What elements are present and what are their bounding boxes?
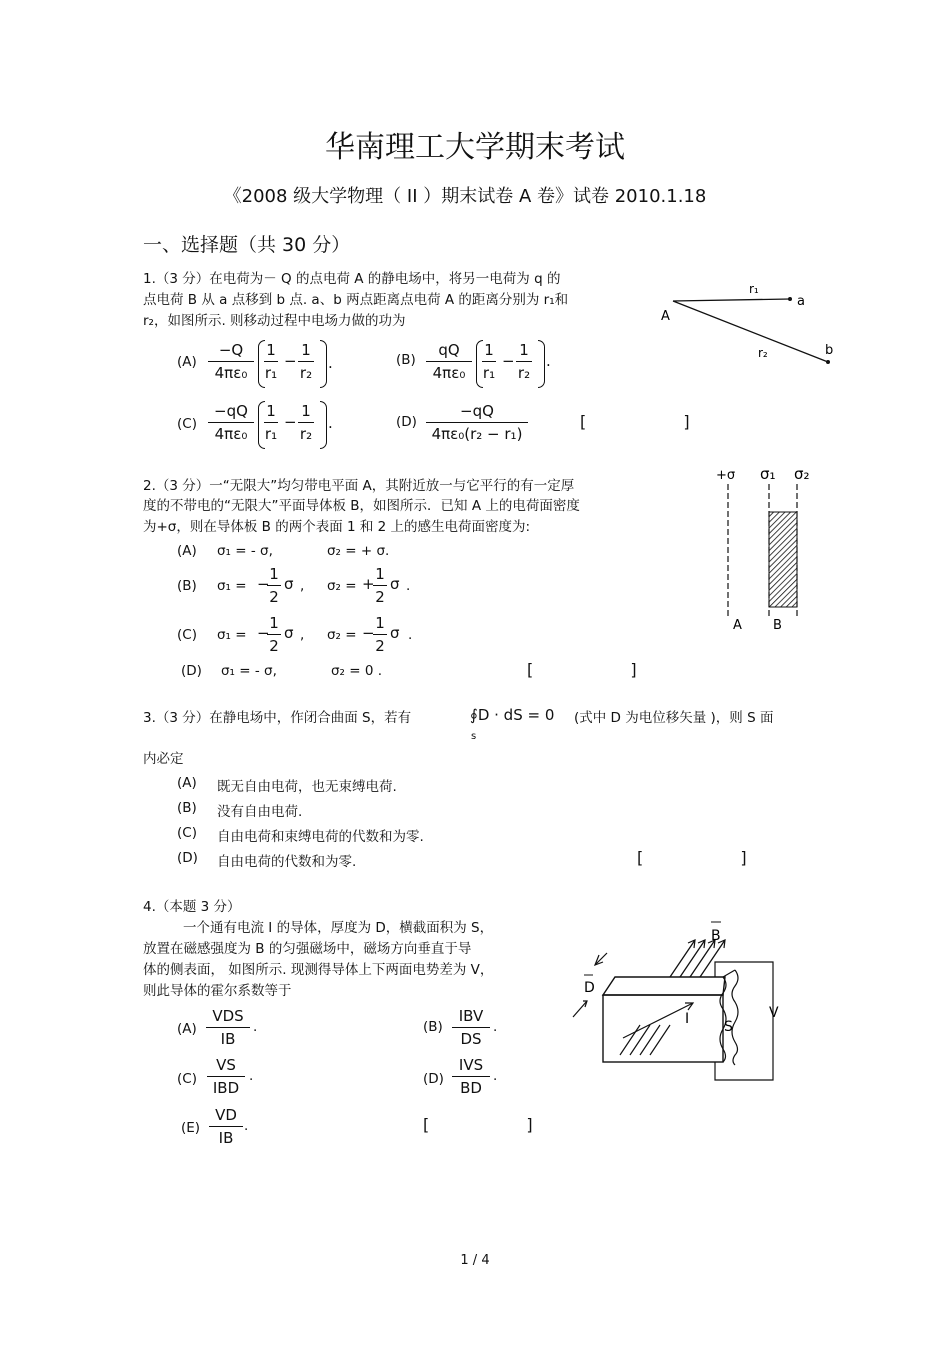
q3-line1-a: 3.（3 分）在静电场中，作闭合曲面 S，若有 (143, 710, 412, 726)
q1-option-a-frac-r1: 1 r₁ (264, 341, 278, 382)
q4-option-a-dot: . (253, 1019, 258, 1035)
q4-line0: 4.（本题 3 分） (143, 899, 241, 915)
q2-option-c-sigma-1: σ (284, 624, 294, 642)
q4-fig-label-V: V (769, 1005, 779, 1021)
q4-option-c-dot: . (249, 1068, 254, 1084)
q1-option-c-label: (C) (177, 416, 197, 432)
q2-option-c-sigma1-eq: σ₁ = (217, 627, 247, 643)
q4-figure (565, 915, 795, 1085)
q4-option-a-fraction: VDS IB (206, 1006, 250, 1049)
q4-option-d-dot: . (493, 1068, 498, 1084)
q2-line1: 2.（3 分）一“无限大”均匀带电平面 A，其附近放一与它平行的有一定厚 (143, 478, 575, 494)
q4-line4: 则此导体的霍尔系数等于 (143, 983, 292, 999)
q1-option-d-label: (D) (396, 414, 417, 430)
q1-option-c-frac-r2: 1 r₂ (299, 402, 313, 443)
q1-option-c-rparen (320, 401, 327, 449)
q4-fig-label-D: D (584, 980, 595, 996)
q2-option-b-half-2: 1 2 (373, 564, 387, 607)
q2-option-c-sigma2-eq: σ₂ = (327, 627, 357, 643)
q2-option-c-comma: , (300, 627, 305, 643)
q2-line2: 度的不带电的“无限大”平面导体板 B，如图所示．已知 A 上的电荷面密度 (143, 498, 580, 514)
q1-line3: r₂，如图所示. 则移动过程中电场力做的功为 (143, 313, 406, 329)
q1-option-a-fraction: −Q 4πε₀ (208, 340, 254, 383)
q1-option-b-label: (B) (396, 352, 416, 368)
q3-integral: ∮D · dS = 0 (470, 706, 555, 724)
q4-line3: 体的侧表面， 如图所示. 现测得导体上下两面电势差为 V， (143, 962, 494, 978)
q2-option-b-comma: , (300, 578, 305, 594)
q4-option-d-label: (D) (423, 1071, 444, 1087)
q1-option-c-minus: − (284, 413, 297, 431)
page-number: 1 / 4 (460, 1253, 490, 1268)
q3-option-a-label: (A) (177, 775, 197, 791)
q2-option-a-sigma2: σ₂ = + σ. (327, 543, 390, 559)
q4-option-c-label: (C) (177, 1071, 197, 1087)
q1-fig-label-b: b (825, 343, 834, 358)
q1-option-b-frac-r2: 1 r₂ (517, 341, 531, 382)
q1-fig-label-r2: r₂ (758, 346, 768, 360)
q1-figure (655, 278, 845, 373)
q1-option-a-frac-r2: 1 r₂ (299, 341, 313, 382)
q2-option-b-label: (B) (177, 578, 197, 594)
q4-line2: 放置在磁感强度为 B 的匀强磁场中，磁场方向垂直于导 (143, 941, 472, 957)
q2-option-d-sigma1: σ₁ = - σ, (221, 663, 277, 679)
q3-option-c: 自由电荷和束缚电荷的代数和为零. (217, 829, 424, 845)
q2-option-b-half-1: 1 2 (267, 564, 281, 607)
q4-answer-bracket[interactable]: [ ] (423, 1115, 579, 1134)
q1-option-b-minus: − (502, 352, 515, 370)
q3-option-b: 没有自由电荷. (217, 804, 303, 820)
q1-option-b-rparen (538, 340, 545, 388)
q3-option-b-label: (B) (177, 800, 197, 816)
q2-option-c-neg-2: − (362, 624, 375, 642)
q1-option-b-frac-r1: 1 r₁ (482, 341, 496, 382)
q1-option-c-fraction: −qQ 4πε₀ (208, 401, 254, 444)
q2-option-b-neg: − (257, 575, 270, 593)
q2-option-b-sigma-2: σ (390, 575, 400, 593)
q2-option-d-label: (D) (181, 663, 202, 679)
q2-figure (710, 462, 830, 637)
q2-option-c-dot: . (408, 627, 413, 643)
q3-line1-b: (式中 D 为电位移矢量 )，则 S 面 (574, 710, 774, 726)
q1-answer-bracket[interactable]: [ ] (580, 412, 736, 431)
q3-option-d: 自由电荷的代数和为零. (217, 854, 357, 870)
q3-option-d-label: (D) (177, 850, 198, 866)
q2-option-b-dot: . (406, 578, 411, 594)
q2-option-a-sigma1: σ₁ = - σ, (217, 543, 273, 559)
q2-option-c-sigma-2: σ (390, 624, 400, 642)
exam-subtitle: 《2008 级大学物理（ II ）期末试卷 A 卷》试卷 2010.1.18 (223, 186, 707, 207)
q4-line1: 一个通有电流 I 的导体，厚度为 D，横截面积为 S， (183, 920, 494, 936)
page-title: 华南理工大学期末考试 (325, 130, 625, 165)
q3-option-a: 既无自由电荷，也无束缚电荷. (217, 779, 397, 795)
q4-option-b-label: (B) (423, 1019, 443, 1035)
q2-option-c-half-2: 1 2 (373, 613, 387, 656)
q4-option-a-label: (A) (177, 1021, 197, 1037)
q1-option-a-label: (A) (177, 354, 197, 370)
q4-fig-label-S: S (724, 1019, 733, 1035)
q2-fig-label-B: B (773, 618, 782, 633)
q3-line2: 内必定 (143, 751, 184, 767)
q4-option-b-fraction: IBV DS (452, 1006, 490, 1049)
q2-option-c-half-1: 1 2 (267, 613, 281, 656)
q1-option-a-dot: . (328, 354, 333, 372)
q1-option-a-rparen (320, 340, 327, 388)
q3-option-c-label: (C) (177, 825, 197, 841)
q2-fig-sigma2: σ₂ (794, 465, 810, 483)
q2-option-b-sigma2-eq: σ₂ = (327, 578, 357, 594)
q1-fig-label-A: A (661, 309, 670, 324)
q2-option-b-sigma-1: σ (284, 575, 294, 593)
q4-option-e-dot: . (244, 1118, 249, 1134)
q1-option-a-minus: − (284, 352, 297, 370)
q4-fig-label-B: B (711, 928, 721, 944)
q1-line1: 1.（3 分）在电荷为－ Q 的点电荷 A 的静电场中，将另一电荷为 q 的 (143, 271, 561, 287)
section-title: 一、选择题（共 30 分） (143, 234, 351, 256)
q1-option-c-dot: . (328, 414, 333, 432)
q4-option-e-fraction: VD IB (209, 1105, 243, 1148)
q2-fig-label-A: A (733, 618, 742, 633)
q4-option-e-label: (E) (181, 1120, 201, 1136)
q1-option-d-fraction: −qQ 4πε₀(r₂ − r₁) (426, 401, 528, 444)
q1-option-b-fraction: qQ 4πε₀ (426, 340, 472, 383)
q2-option-d-sigma2: σ₂ = 0 . (331, 663, 383, 679)
q4-option-c-fraction: VS IBD (207, 1055, 245, 1098)
q4-fig-label-I: I (685, 1011, 690, 1027)
q2-option-a-label: (A) (177, 543, 197, 559)
q3-integral-subscript: s (471, 731, 477, 742)
q2-option-b-pos: + (362, 575, 375, 593)
q4-option-d-fraction: IVS BD (452, 1055, 490, 1098)
q1-fig-label-a: a (797, 294, 805, 309)
q3-answer-bracket[interactable]: [ ] (637, 848, 793, 867)
q1-option-b-dot: . (546, 352, 551, 370)
q1-fig-label-r1: r₁ (749, 282, 759, 296)
q2-option-c-label: (C) (177, 627, 197, 643)
q2-fig-plus-sigma: +σ (716, 468, 736, 483)
q2-fig-sigma1: σ₁ (760, 465, 776, 483)
q2-option-b-sigma1-eq: σ₁ = (217, 578, 247, 594)
q2-line3: 为+σ，则在导体板 B 的两个表面 1 和 2 上的感生电荷面密度为: (143, 519, 531, 535)
q2-answer-bracket[interactable]: [ ] (527, 660, 683, 679)
q4-option-b-dot: . (493, 1019, 498, 1035)
q1-option-c-frac-r1: 1 r₁ (264, 402, 278, 443)
q2-option-c-neg-1: − (257, 624, 270, 642)
q1-line2: 点电荷 B 从 a 点移到 b 点. a、b 两点距离点电荷 A 的距离分别为 r₁和 (143, 292, 569, 308)
